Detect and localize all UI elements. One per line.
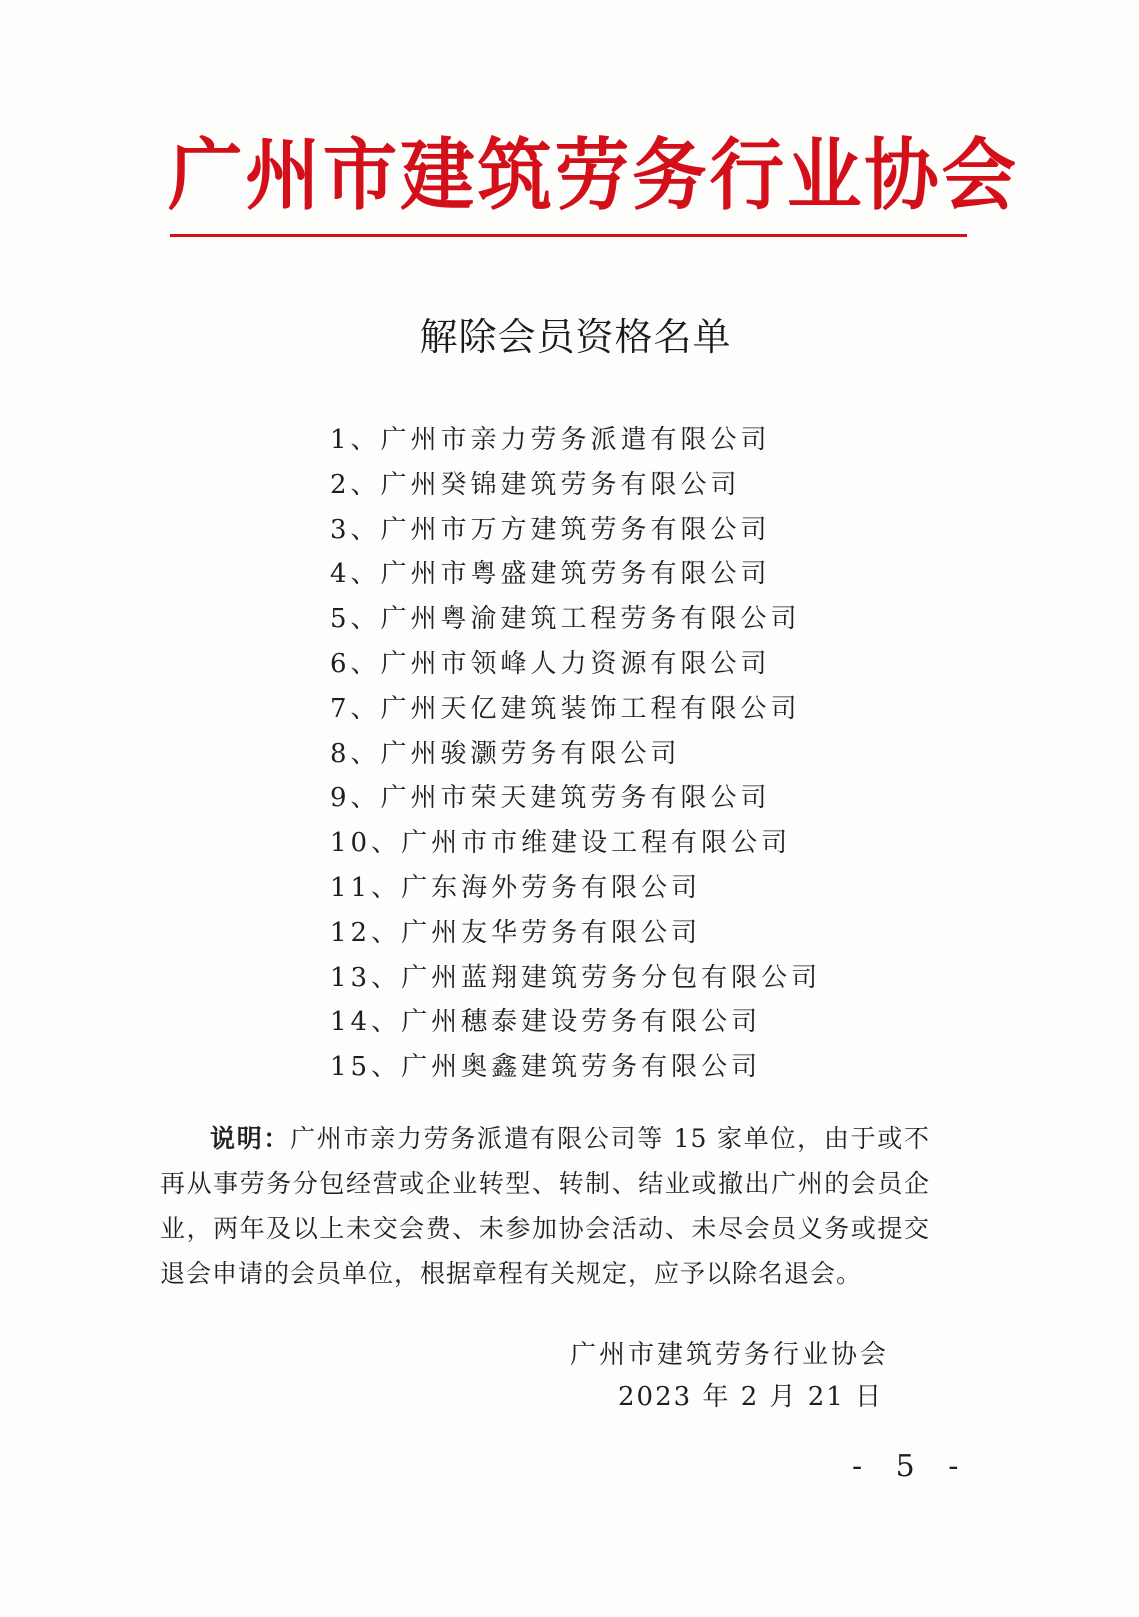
explanation-text: 广州市亲力劳务派遣有限公司等 15 家单位，由于或不再从事劳务分包经营或企业转型、转制、结业或撤出广州的会员企业，两年及以上未交会费、未参加协会活动、未尽会员义务或提交退会申请的会员单位，根据章程有关规定，应予以除名退会。 — [160, 1124, 930, 1288]
company-list-item: 14、广州穗泰建设劳务有限公司 — [330, 1007, 762, 1038]
company-list-item: 11、广东海外劳务有限公司 — [330, 872, 702, 903]
company-list-item: 8、广州骏灏劳务有限公司 — [330, 738, 681, 769]
company-list-item: 6、广州市领峰人力资源有限公司 — [330, 648, 771, 679]
company-list — [330, 418, 821, 1090]
company-list-item: 4、广州市粤盛建筑劳务有限公司 — [330, 559, 771, 590]
company-list-item: 15、广州奥鑫建筑劳务有限公司 — [330, 1052, 762, 1083]
company-list-item: 1、广州市亲力劳务派遣有限公司 — [330, 425, 771, 455]
signature-org: 广州市建筑劳务行业协会 — [570, 1340, 890, 1370]
company-list-item: 3、广州市万方建筑劳务有限公司 — [330, 514, 771, 545]
company-list-item: 7、广州天亿建筑装饰工程有限公司 — [330, 693, 801, 724]
company-list-item: 13、广州蓝翔建筑劳务分包有限公司 — [330, 962, 822, 993]
company-list-item: 10、广州市市维建设工程有限公司 — [330, 828, 792, 859]
letterhead — [168, 128, 1019, 244]
letterhead-red-rule — [170, 234, 967, 237]
signature-date: 2023 年 2 月 21 日 — [618, 1382, 884, 1412]
explanation-label: 说明： — [210, 1124, 291, 1153]
company-list-item: 9、广州市荣天建筑劳务有限公司 — [330, 783, 771, 814]
company-list-item: 12、广州友华劳务有限公司 — [330, 917, 702, 948]
company-list-item: 5、广州粤渝建筑工程劳务有限公司 — [330, 604, 801, 635]
company-list-item: 2、广州癸锦建筑劳务有限公司 — [330, 469, 741, 500]
explanation-note — [160, 1116, 930, 1296]
document-title: 解除会员资格名单 — [419, 315, 732, 359]
letterhead-org-name: 广州市建筑劳务行业协会 — [168, 130, 1019, 221]
page-number: - 5 - — [852, 1449, 971, 1484]
